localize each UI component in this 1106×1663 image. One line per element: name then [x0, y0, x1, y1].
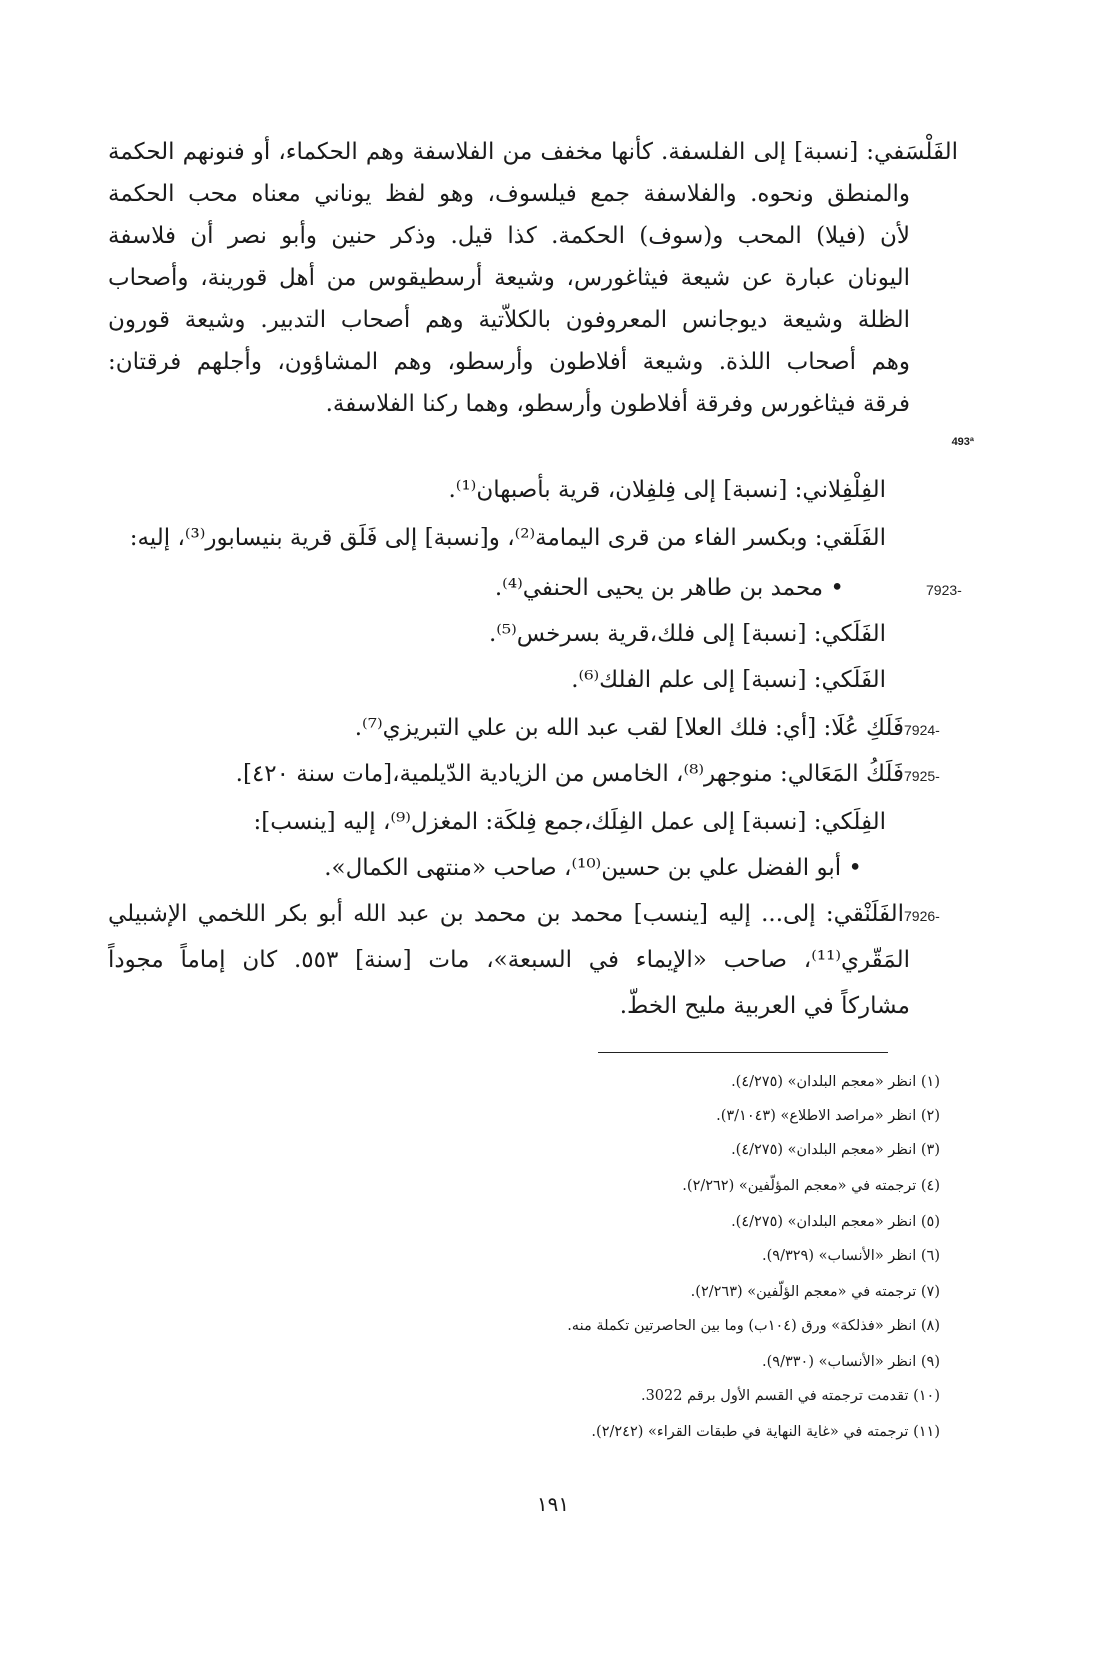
footnote-7: (٧) ترجمته في «معجم الؤلّفين» (٢/٢٦٣).	[690, 1284, 940, 1300]
entry-falanqi-line-2: المَقّري⁽¹¹⁾، صاحب «الإيماء في السبعة»، مات [سنة] ٥٥٣. كان إماماً مجوداً	[108, 947, 910, 973]
entry-number-7924: 7924-	[904, 722, 940, 738]
entry-falsafi-line-1: الفَلْسَفي: [نسبة] إلى الفلسفة. كأنها مخفف من الفلاسفة وهم الحكماء، أو فنونهم الحكمة	[108, 139, 958, 165]
entry-falsafi-line-7: فرقة فيثاغورس وفرقة أفلاطون وأرسطو، وهما ركنا الفلاسفة.	[325, 391, 910, 417]
entry-falanqi-line-1: الفَلَنْقي: إلى... إليه [ينسب] محمد بن محمد بن عبد الله أبو بكر اللخمي الإشبيلي	[108, 901, 904, 927]
entry-filaki: الفِلَكي: [نسبة] إلى عمل الفِلَك،جمع فِلكَة: المغزل⁽⁹⁾، إليه [ينسب]:	[253, 809, 886, 835]
entry-falsafi-line-6: وهم أصحاب اللذة. وشيعة أفلاطون وأرسطو، وهم المشاؤون، وأجلهم فرقتان:	[108, 349, 910, 375]
entry-abu-al-fadl: • أبو الفضل علي بن حسين⁽¹⁰⁾، صاحب «منتهى الكمال».	[324, 855, 862, 881]
entry-falsafi-line-3: لأن (فيلا) المحب و(سوف) الحكمة. كذا قيل. وذكر حنين وأبو نصر أن فلاسفة	[108, 223, 910, 249]
page-number: ١٩١	[536, 1492, 570, 1516]
manuscript-folio-marker: 493ª	[951, 436, 974, 448]
entry-falanqi-line-3: مشاركاً في العربية مليح الخطّ.	[619, 993, 910, 1019]
entry-muhammad-bin-tahir: • محمد بن طاهر بن يحيى الحنفي⁽⁴⁾.	[494, 575, 844, 601]
entry-falak-ula: فَلَكِ عُلَا: [أي: فلك العلا] لقب عبد الله بن علي التبريزي⁽⁷⁾.	[354, 715, 904, 741]
entry-falaqi: الفَلَقي: وبكسر الفاء من قرى اليمامة⁽²⁾، و[نسبة] إلى فَلَق قرية بنيسابور⁽³⁾، إليه:	[129, 525, 886, 551]
footnote-4: (٤) ترجمته في «معجم المؤلّفين» (٢/٢٦٢).	[682, 1178, 940, 1194]
footnote-separator	[598, 1052, 888, 1053]
footnote-11: (١١) ترجمته في «غاية النهاية في طبقات القراء» (٢/٢٤٢).	[591, 1424, 940, 1440]
entry-filfilani: الفِلْفِلاني: [نسبة] إلى فِلفِلان، قرية بأصبهان⁽¹⁾.	[448, 477, 886, 503]
entry-falsafi-line-5: الظلة وشيعة ديوجانس المعروفون بالكلاّتية وهم أصحاب التدبير. وشيعة قورون	[108, 307, 910, 333]
entry-falaki-astronomy: الفَلَكي: [نسبة] إلى علم الفلك⁽⁶⁾.	[571, 667, 886, 693]
footnote-6: (٦) انظر «الأنساب» (٩/٣٢٩).	[762, 1248, 940, 1264]
footnote-1: (١) انظر «معجم البلدان» (٤/٢٧٥).	[731, 1074, 940, 1090]
footnote-5: (٥) انظر «معجم البلدان» (٤/٢٧٥).	[731, 1214, 940, 1230]
entry-falsafi-line-4: اليونان عبارة عن شيعة فيثاغورس، وشيعة أرسطيقوس من أهل قورينة، وأصحاب	[108, 265, 910, 291]
entry-falaki-sarakhs: الفَلَكي: [نسبة] إلى فلك،قرية بسرخس⁽⁵⁾.	[488, 621, 886, 647]
entry-falak-al-maali: فَلَكُ المَعَالي: منوجهر⁽⁸⁾، الخامس من الزيادية الدّيلمية،[مات سنة ٤٢٠].	[235, 761, 904, 787]
footnote-9: (٩) انظر «الأنساب» (٩/٣٣٠).	[762, 1354, 940, 1370]
entry-falsafi-line-2: والمنطق ونحوه. والفلاسفة جمع فيلسوف، وهو لفظ يوناني معناه محب الحكمة	[108, 181, 910, 207]
footnote-8: (٨) انظر «فذلكة» ورق (١٠٤ب) وما بين الحاصرتين تكملة منه.	[567, 1318, 940, 1334]
entry-number-7923: 7923-	[926, 582, 962, 598]
footnote-10: (١٠) تقدمت ترجمته في القسم الأول برقم 3022.	[640, 1388, 940, 1404]
footnote-2: (٢) انظر «مراصد الاطلاع» (٣/١٠٤٣).	[716, 1108, 940, 1124]
entry-number-7926: 7926-	[904, 908, 940, 924]
footnote-3: (٣) انظر «معجم البلدان» (٤/٢٧٥).	[731, 1142, 940, 1158]
entry-number-7925: 7925-	[904, 768, 940, 784]
